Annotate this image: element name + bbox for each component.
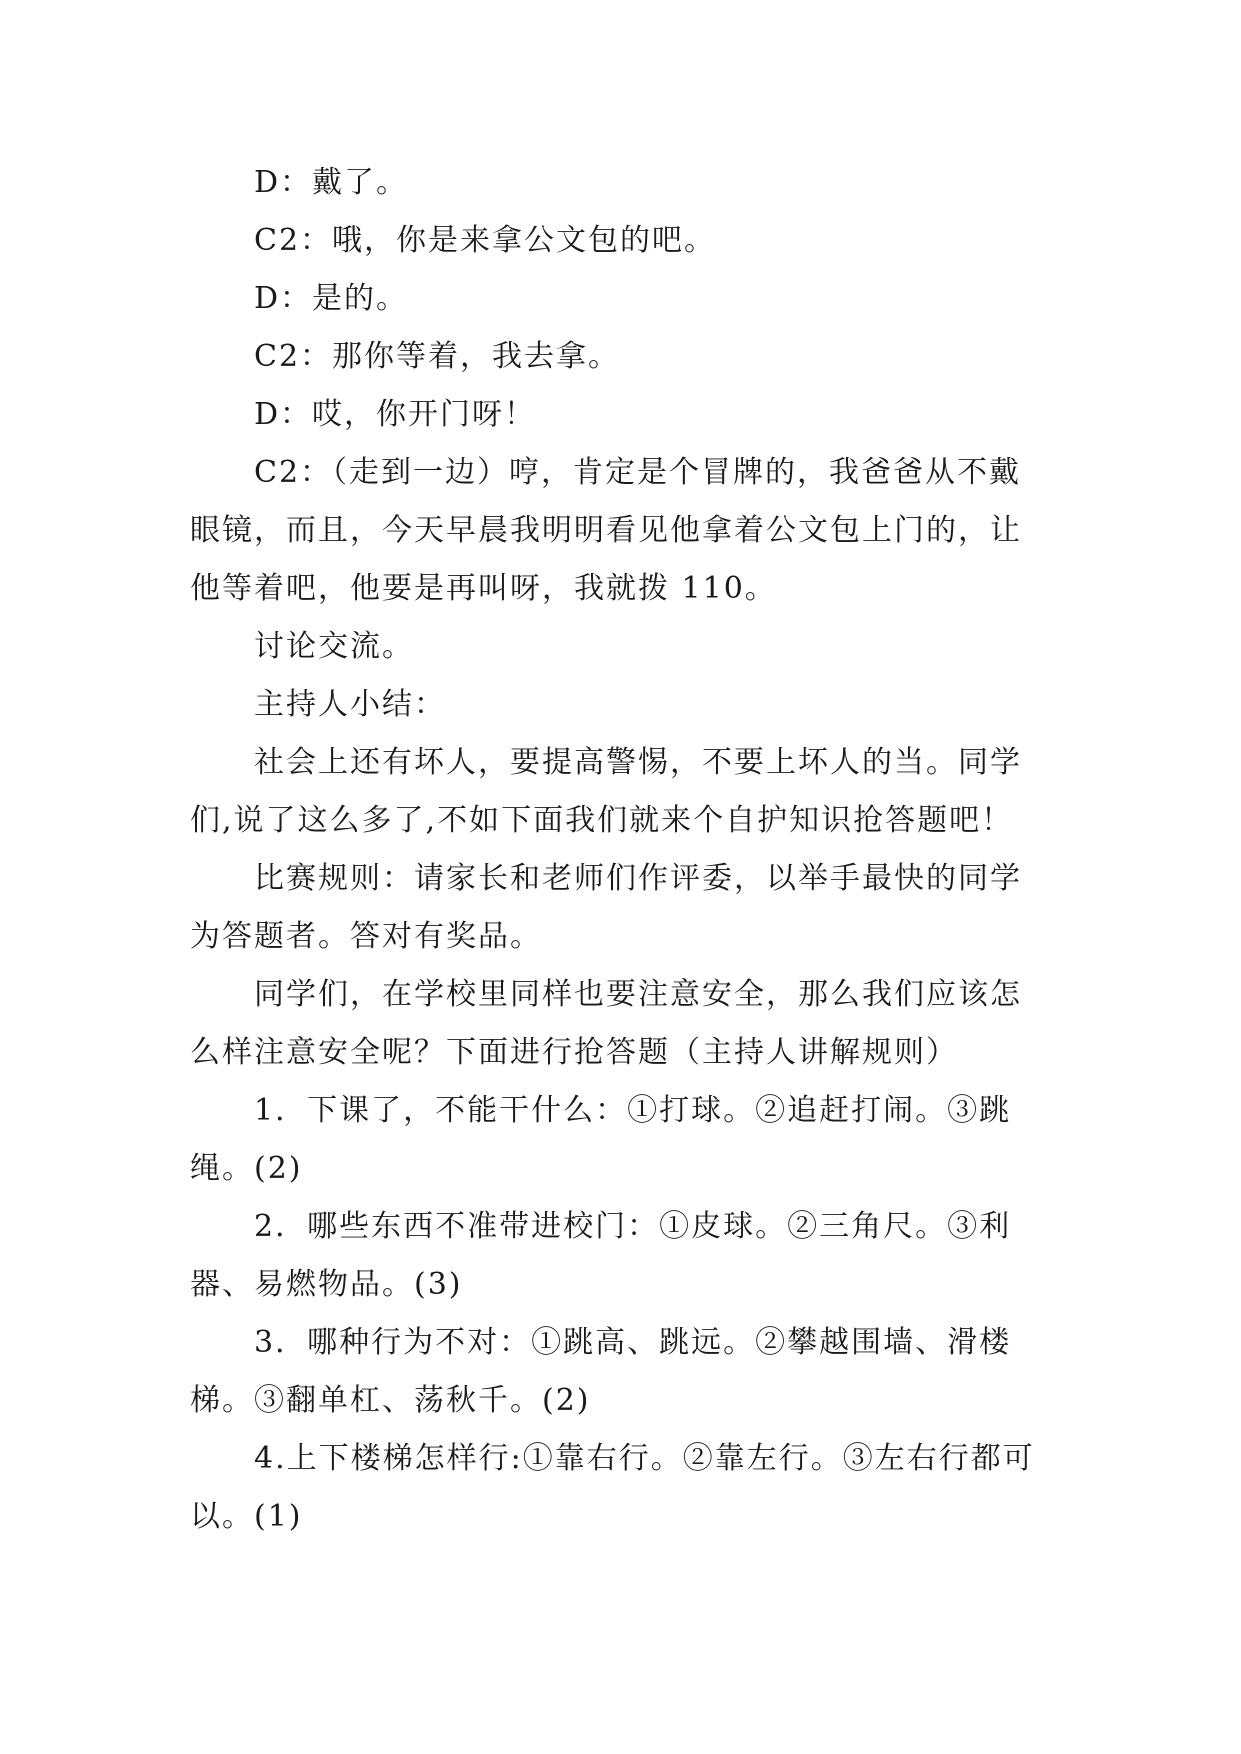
paragraph-line: 以。(1) (190, 1499, 303, 1534)
paragraph-line: C2：哦，你是来拿公文包的吧。 (254, 223, 717, 258)
question-1 (190, 1082, 1052, 1198)
paragraph-line: 讨论交流。 (254, 629, 414, 664)
paragraph-line: C2：（走到一边）哼，肯定是个冒牌的，我爸爸从不戴 (254, 455, 1022, 490)
paragraph-line: 绳。(2) (190, 1151, 303, 1186)
paragraph-bisai-guize (190, 850, 1052, 966)
paragraph-line: 他等着吧，他要是再叫呀，我就拨 110。 (190, 571, 777, 606)
paragraph-xuexiao-anquan (190, 966, 1052, 1082)
paragraph-line: 梯。③翻单杠、荡秋千。(2) (190, 1383, 591, 1418)
paragraph-d-kaimen (190, 386, 1052, 444)
paragraph-c2-gongwenbao (190, 212, 1052, 270)
paragraph-line: 眼镜，而且，今天早晨我明明看见他拿着公文包上门的，让 (190, 513, 1022, 548)
paragraph-line: 器、易燃物品。(3) (190, 1267, 463, 1302)
paragraph-line: 比赛规则：请家长和老师们作评委，以举手最快的同学 (254, 861, 1022, 896)
paragraph-d-dai-le (190, 154, 1052, 212)
paragraph-line: D：戴了。 (254, 165, 409, 200)
paragraph-line: C2：那你等着，我去拿。 (254, 339, 621, 374)
paragraph-line: D：是的。 (254, 281, 409, 316)
question-4 (190, 1430, 1052, 1546)
question-2 (190, 1198, 1052, 1314)
paragraph-line: 3．哪种行为不对：①跳高、跳远。②攀越围墙、滑楼 (254, 1325, 1012, 1360)
document-body (190, 154, 1052, 1546)
paragraph-shehui-huairen (190, 734, 1052, 850)
paragraph-c2-dengzhe (190, 328, 1052, 386)
paragraph-line: 主持人小结： (254, 687, 446, 722)
question-3 (190, 1314, 1052, 1430)
paragraph-line: 同学们，在学校里同样也要注意安全，那么我们应该怎 (254, 977, 1022, 1012)
paragraph-line: 2．哪些东西不准带进校门：①皮球。②三角尺。③利 (254, 1209, 1012, 1244)
paragraph-c2-maopai (190, 444, 1052, 618)
paragraph-line: 么样注意安全呢？下面进行抢答题（主持人讲解规则） (190, 1035, 958, 1070)
paragraph-d-shi-de (190, 270, 1052, 328)
paragraph-line: 为答题者。答对有奖品。 (190, 919, 542, 954)
paragraph-line: 社会上还有坏人，要提高警惕，不要上坏人的当。同学 (254, 745, 1022, 780)
paragraph-line: D：哎，你开门呀！ (254, 397, 537, 432)
paragraph-taolun (190, 618, 1052, 676)
paragraph-line: 们,说了这么多了,不如下面我们就来个自护知识抢答题吧！ (190, 803, 1014, 838)
paragraph-zhuchiren-xiaojie (190, 676, 1052, 734)
paragraph-line: 4.上下楼梯怎样行:①靠右行。②靠左行。③左右行都可 (254, 1441, 1035, 1476)
paragraph-line: 1．下课了，不能干什么：①打球。②追赶打闹。③跳 (254, 1093, 1012, 1128)
